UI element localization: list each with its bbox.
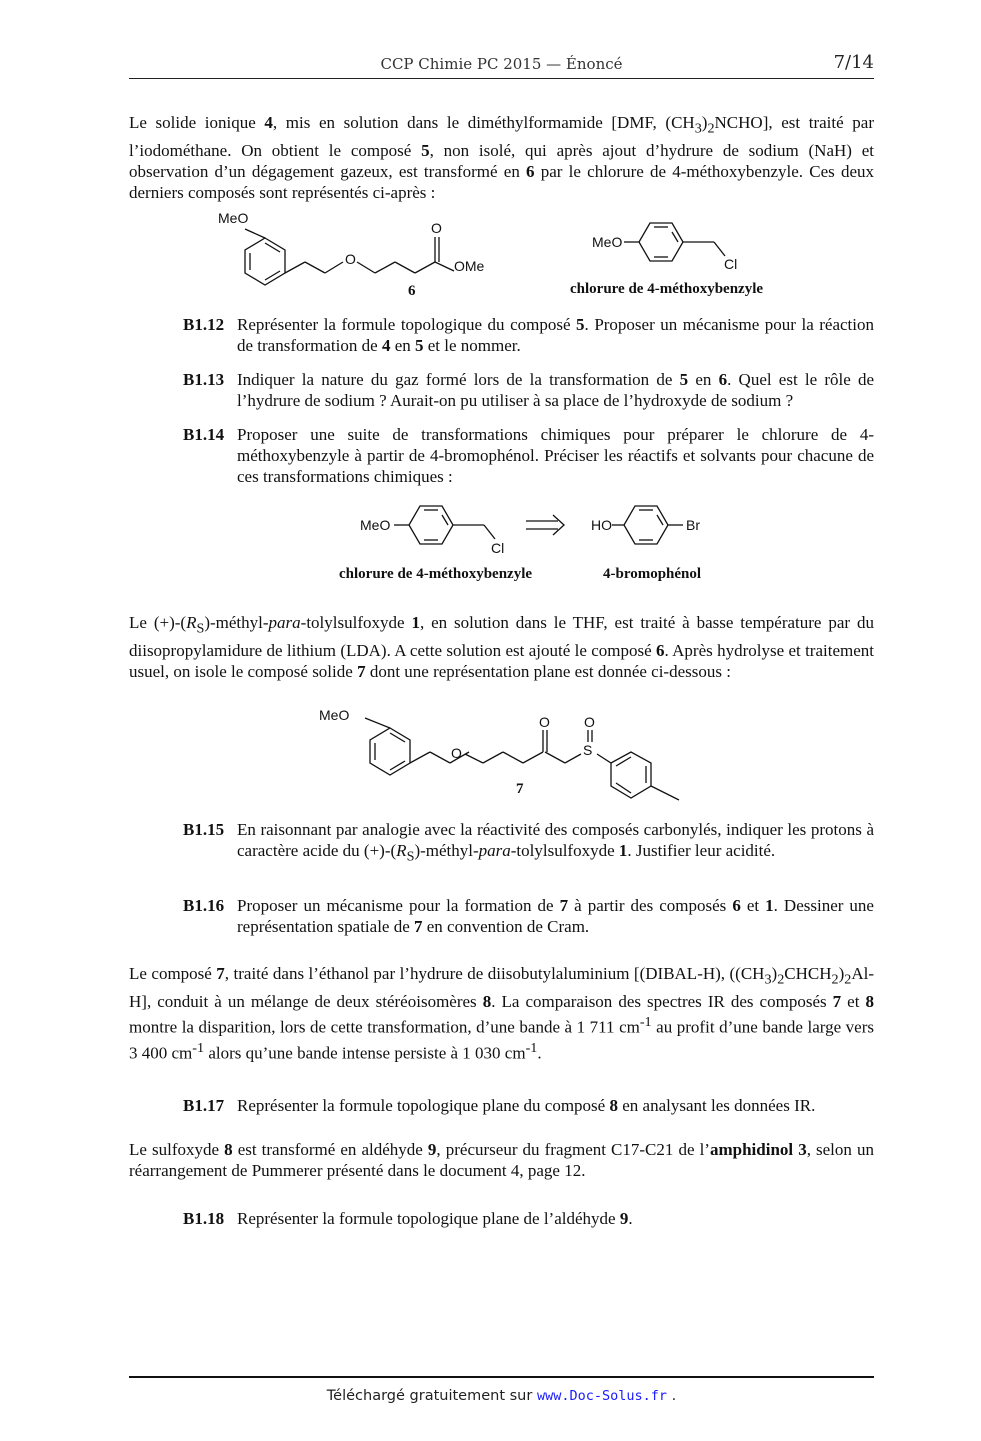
question-label: B1.13	[183, 370, 225, 389]
question-label: B1.12	[183, 315, 225, 334]
chloride-cl: Cl	[724, 256, 738, 272]
compound-7-tolyl-ring	[611, 752, 651, 798]
question-b1-13: B1.13 Indiquer la nature du gaz formé lors de la transformation de 5 en 6. Quel est le rôle de l’hydrure de sodium ? Aurait-on pu utiliser à sa place de l’hydroxyde de sodium ?	[183, 370, 875, 411]
question-label: B1.18	[183, 1209, 225, 1228]
question-label: B1.14	[183, 425, 225, 444]
question-b1-17: B1.17 Représenter la formule topologique plane du composé 8 en analysant les données IR.	[183, 1096, 816, 1115]
header-title: CCP Chimie PC 2015 — Énoncé	[380, 55, 623, 73]
chloride-label: chlorure de 4-méthoxybenzyle	[339, 566, 533, 582]
question-label: B1.15	[183, 820, 225, 839]
paragraph-intro: Le solide ionique 4, mis en solution dans le diméthylformamide [DMF, $(CH_3)_2NCHO$], est traité par l’iodométhane. On obtient le composé 5, non isolé, qui après ajout d’hydrure de sodium (NaH) et observation d’un dégagement gazeux, est transformé en 6 par le chlorure de 4-méthoxybenzyle. Ces deux derniers composés sont représentés ci-après :	[129, 113, 875, 202]
paragraph-sulfoxide: Le $(+)-(R_S)-méthyl-para$-tolylsulfoxyde 1, en solution dans le THF, est traité à basse température par du diisopropylamidure de lithium (LDA). A cette solution est ajouté le composé 6. Après hydrolyse et traitement usuel, on isole le composé solide 7 dont une représentation plane est donnée ci-dessous :	[129, 613, 874, 681]
compound-6-meo: MeO	[218, 210, 249, 226]
question-b1-18: B1.18 Représenter la formule topologique plane de l’aldéhyde 9.	[183, 1209, 633, 1228]
chloride-meo: MeO	[592, 234, 623, 250]
compound-6-ome: OMe	[454, 258, 485, 274]
chloride-cl: Cl	[491, 540, 505, 556]
compound-6-carbonyl-o: O	[431, 220, 442, 236]
compound-7-sulfoxide-o: O	[584, 714, 595, 730]
question-b1-12: B1.12 Représenter la formule topologique du composé 5. Proposer un mécanisme pour la réaction de transformation de 4 en 5 et le nommer.	[183, 315, 875, 356]
bromophenol-br: Br	[686, 517, 700, 533]
question-label: B1.17	[183, 1096, 225, 1115]
paragraph-pummerer: Le sulfoxyde 8 est transformé en aldéhyde 9, précurseur du fragment C17-C21 de l’amphidinol 3, selon un réarrangement de Pummerer présenté dans le document 4, page 12.	[129, 1140, 874, 1181]
compound-6-structure	[210, 205, 510, 285]
chloride-structure	[590, 215, 790, 275]
doc-solus-link[interactable]: www.Doc-Solus.fr	[536, 1388, 667, 1404]
question-b1-16: B1.16 Proposer un mécanisme pour la formation de 7 à partir des composés 6 et 1. Dessiner une représentation spatiale de 7 en convention de Cram.	[183, 896, 874, 937]
compound-7-benzene-ring	[370, 728, 410, 775]
compound-7-structure	[315, 700, 695, 805]
bromophenol-ho: HO	[591, 517, 612, 533]
compound-7-sulfur: S	[583, 742, 593, 758]
footer-text: Téléchargé gratuitement sur	[326, 1388, 537, 1404]
chloride-benzene-ring	[639, 223, 683, 261]
page-number: 7/14	[833, 52, 874, 73]
compound-7-meo: MeO	[319, 707, 350, 723]
compound-7-ether-o: O	[451, 745, 462, 761]
paragraph-dibal: Le composé 7, traité dans l’éthanol par l’hydrure de diisobutylaluminium [(DIBAL-H), $((CH_3)_2CHCH_2)_2Al-H$], conduit à un mélange de deux stéréoisomères 8. La comparaison des spectres IR des composés 7 et 8 montre la disparition, lors de cette transformation, d’une bande à 1 711 $cm^{-1}$ au profit d’une bande large vers 3 400 $cm^{-1}$ alors qu’une bande intense persiste à 1 030 $cm^{-1}$.	[129, 964, 875, 1063]
compound-6-label: 6	[408, 283, 416, 299]
compound-7-label: 7	[516, 781, 524, 797]
compound-6-benzene-ring	[245, 238, 285, 285]
chloride-label: chlorure de 4-méthoxybenzyle	[570, 281, 764, 297]
compound-7-ketone-o: O	[539, 714, 550, 730]
page-footer: Téléchargé gratuitement sur www.Doc-Solus.fr .	[326, 1388, 677, 1404]
question-b1-15: B1.15 En raisonnant par analogie avec la réactivité des composés carbonylés, indiquer les protons à caractère acide du $(+)-(R_S)-méthyl-para$-tolylsulfoxyde 1. Justifier leur acidité.	[183, 820, 874, 865]
bromophenol-label: 4-bromophénol	[603, 566, 702, 582]
compound-6-ether-o: O	[345, 251, 356, 267]
page-header	[129, 52, 874, 79]
question-b1-14: B1.14 Proposer une suite de transformations chimiques pour préparer le chlorure de 4-méthoxybenzyle à partir de 4-bromophénol. Préciser les réactifs et solvants pour chacune de ces transformations chimiques :	[183, 425, 874, 487]
footer-divider	[129, 1376, 874, 1378]
bromophenol-benzene-ring	[624, 506, 668, 544]
chloride-meo: MeO	[360, 517, 391, 533]
chloride-benzene-ring	[409, 506, 453, 544]
question-label: B1.16	[183, 896, 225, 915]
retrosynthesis-scheme	[358, 502, 728, 562]
